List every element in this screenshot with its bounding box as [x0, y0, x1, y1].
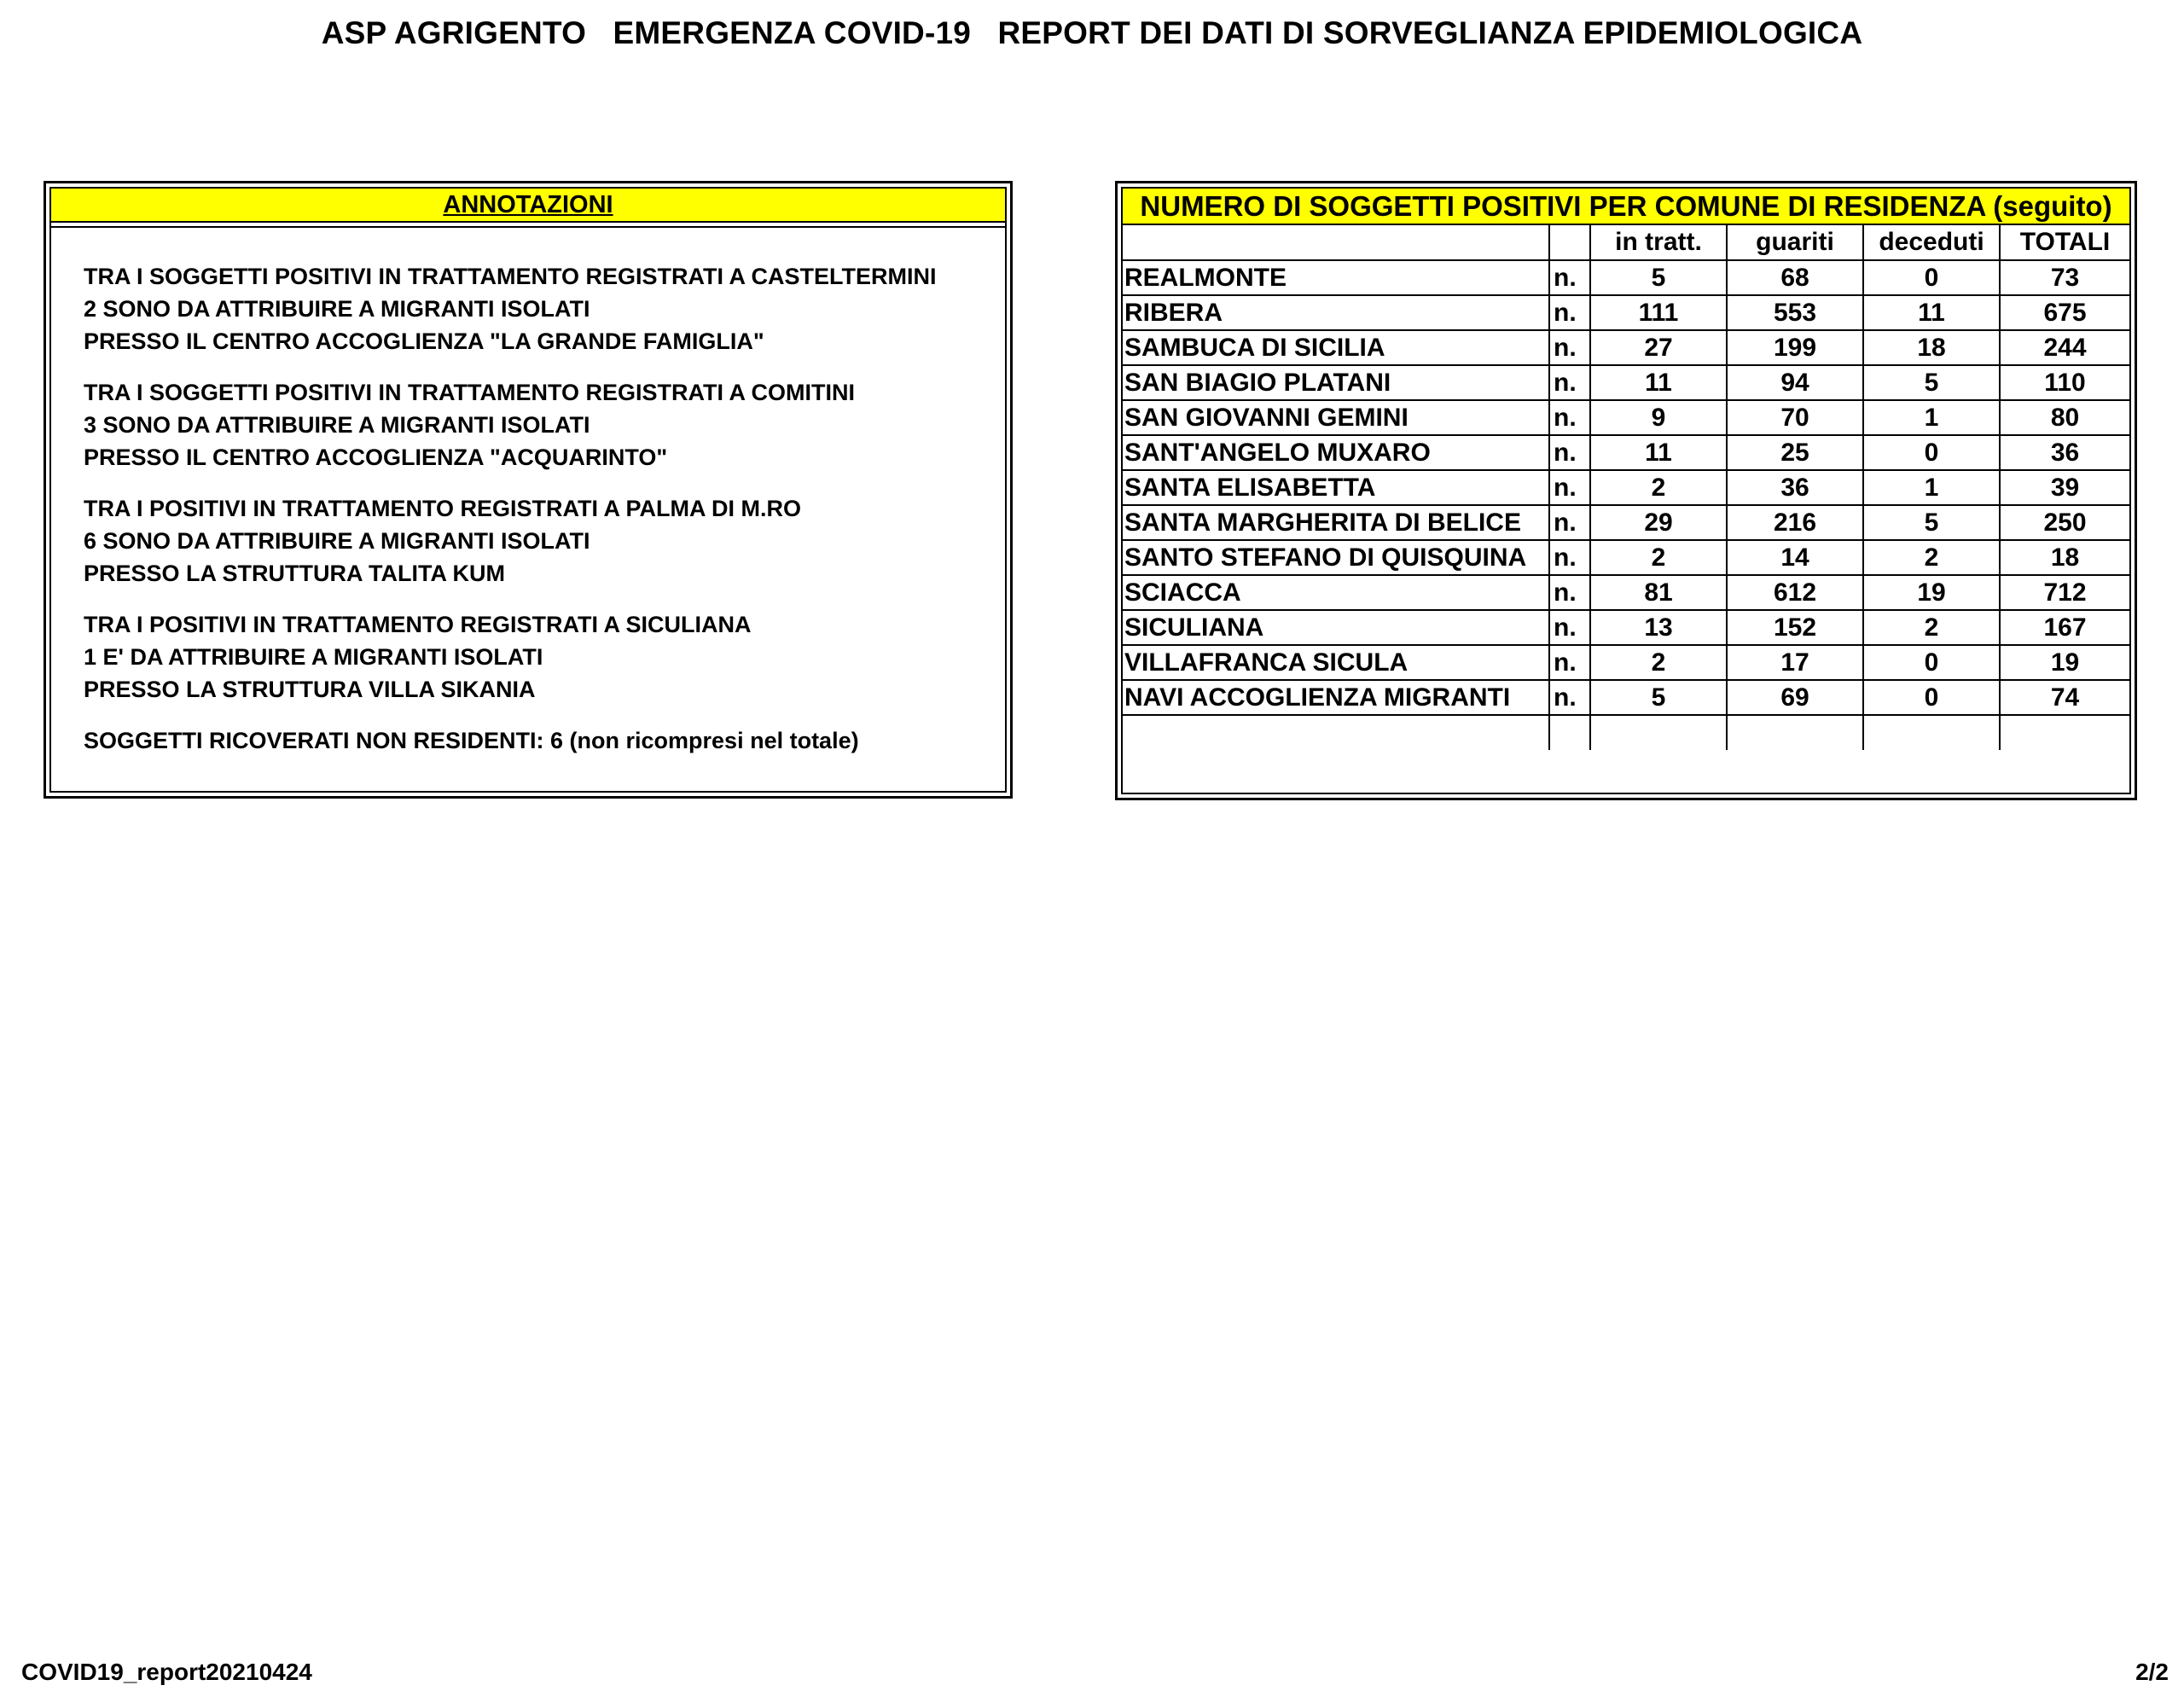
in-tratt-value: 5: [1590, 260, 1727, 295]
empty-cell: [1863, 715, 2000, 750]
deceduti-value: 2: [1863, 610, 2000, 645]
unit-label: n.: [1549, 575, 1590, 610]
guariti-value: 553: [1727, 295, 1863, 330]
guariti-value: 94: [1727, 365, 1863, 400]
annotation-line: PRESSO LA STRUTTURA TALITA KUM: [84, 561, 505, 586]
header-cell-empty: [1549, 225, 1590, 260]
unit-label: n.: [1549, 400, 1590, 435]
deceduti-value: 0: [1863, 260, 2000, 295]
table-row: [1123, 575, 2129, 610]
unit-label: n.: [1549, 540, 1590, 575]
in-tratt-value: 111: [1590, 295, 1727, 330]
totali-value: 39: [2000, 470, 2129, 505]
empty-cell: [1549, 715, 1590, 750]
guariti-value: 199: [1727, 330, 1863, 365]
column-header-guariti: guariti: [1727, 225, 1863, 260]
deceduti-value: 2: [1863, 540, 2000, 575]
unit-label: n.: [1549, 295, 1590, 330]
municipality-name: SAN BIAGIO PLATANI: [1123, 365, 1549, 400]
in-tratt-value: 2: [1590, 540, 1727, 575]
guariti-value: 216: [1727, 505, 1863, 540]
guariti-value: 36: [1727, 470, 1863, 505]
deceduti-value: 0: [1863, 435, 2000, 470]
header-cell-empty: [1123, 225, 1549, 260]
in-tratt-value: 11: [1590, 365, 1727, 400]
unit-label: n.: [1549, 470, 1590, 505]
unit-label: n.: [1549, 645, 1590, 680]
annotation-paragraph: [84, 260, 1005, 357]
annotation-line: 1 E' DA ATTRIBUIRE A MIGRANTI ISOLATI: [84, 644, 543, 670]
municipality-name: SANTA ELISABETTA: [1123, 470, 1549, 505]
deceduti-value: 19: [1863, 575, 2000, 610]
table-row: [1123, 540, 2129, 575]
guariti-value: 152: [1727, 610, 1863, 645]
table-row: [1123, 435, 2129, 470]
annotation-paragraph: [84, 492, 1005, 590]
table-row: [1123, 365, 2129, 400]
annotation-line: TRA I SOGGETTI POSITIVI IN TRATTAMENTO REGISTRATI A CASTELTERMINI: [84, 264, 937, 289]
guariti-value: 69: [1727, 680, 1863, 715]
unit-label: n.: [1549, 610, 1590, 645]
annotation-line: TRA I POSITIVI IN TRATTAMENTO REGISTRATI A SICULIANA: [84, 612, 752, 637]
totali-value: 73: [2000, 260, 2129, 295]
annotation-line: 6 SONO DA ATTRIBUIRE A MIGRANTI ISOLATI: [84, 528, 590, 554]
deceduti-value: 11: [1863, 295, 2000, 330]
municipality-name: RIBERA: [1123, 295, 1549, 330]
table-row: [1123, 260, 2129, 295]
guariti-value: 25: [1727, 435, 1863, 470]
in-tratt-value: 5: [1590, 680, 1727, 715]
in-tratt-value: 29: [1590, 505, 1727, 540]
table-row: [1123, 470, 2129, 505]
annotations-panel: [44, 181, 1013, 799]
annotation-line: SOGGETTI RICOVERATI NON RESIDENTI: 6 (non ricompresi nel totale): [84, 728, 859, 753]
annotation-line: PRESSO IL CENTRO ACCOGLIENZA "LA GRANDE FAMIGLIA": [84, 328, 764, 354]
deceduti-value: 5: [1863, 365, 2000, 400]
municipality-name: SAN GIOVANNI GEMINI: [1123, 400, 1549, 435]
municipality-name: SANTA MARGHERITA DI BELICE: [1123, 505, 1549, 540]
annotation-line: TRA I POSITIVI IN TRATTAMENTO REGISTRATI A PALMA DI M.RO: [84, 496, 801, 521]
totali-value: 244: [2000, 330, 2129, 365]
report-title: ASP AGRIGENTO EMERGENZA COVID-19 REPORT DEI DATI DI SORVEGLIANZA EPIDEMIOLOGICA: [321, 15, 1863, 50]
annotation-line: 2 SONO DA ATTRIBUIRE A MIGRANTI ISOLATI: [84, 296, 590, 322]
totali-value: 712: [2000, 575, 2129, 610]
column-header-totali: TOTALI: [2000, 225, 2129, 260]
municipality-name: SCIACCA: [1123, 575, 1549, 610]
table-title: NUMERO DI SOGGETTI POSITIVI PER COMUNE DI RESIDENZA (seguito): [1123, 189, 2129, 225]
guariti-value: 612: [1727, 575, 1863, 610]
unit-label: n.: [1549, 505, 1590, 540]
deceduti-value: 5: [1863, 505, 2000, 540]
table-row: [1123, 505, 2129, 540]
guariti-value: 17: [1727, 645, 1863, 680]
totali-value: 19: [2000, 645, 2129, 680]
table-row: [1123, 330, 2129, 365]
deceduti-value: 0: [1863, 680, 2000, 715]
annotation-line: TRA I SOGGETTI POSITIVI IN TRATTAMENTO REGISTRATI A COMITINI: [84, 380, 855, 405]
report-filename: COVID19_report20210424: [21, 1659, 312, 1685]
in-tratt-value: 13: [1590, 610, 1727, 645]
municipality-name: SANTO STEFANO DI QUISQUINA: [1123, 540, 1549, 575]
annotations-body: [51, 226, 1005, 791]
column-header-in-tratt: in tratt.: [1590, 225, 1727, 260]
in-tratt-value: 9: [1590, 400, 1727, 435]
annotation-paragraph: [84, 376, 1005, 474]
unit-label: n.: [1549, 365, 1590, 400]
municipality-name: REALMONTE: [1123, 260, 1549, 295]
unit-label: n.: [1549, 260, 1590, 295]
municipality-table: [1123, 225, 2129, 750]
totali-value: 110: [2000, 365, 2129, 400]
municipality-name: VILLAFRANCA SICULA: [1123, 645, 1549, 680]
municipality-name: SAMBUCA DI SICILIA: [1123, 330, 1549, 365]
totali-value: 167: [2000, 610, 2129, 645]
table-row: [1123, 610, 2129, 645]
column-header-deceduti: deceduti: [1863, 225, 2000, 260]
page-number: 2/2: [2135, 1659, 2169, 1685]
totali-value: 250: [2000, 505, 2129, 540]
table-row: [1123, 400, 2129, 435]
unit-label: n.: [1549, 680, 1590, 715]
in-tratt-value: 11: [1590, 435, 1727, 470]
totali-value: 74: [2000, 680, 2129, 715]
guariti-value: 70: [1727, 400, 1863, 435]
deceduti-value: 1: [1863, 470, 2000, 505]
deceduti-value: 1: [1863, 400, 2000, 435]
unit-label: n.: [1549, 435, 1590, 470]
totali-value: 36: [2000, 435, 2129, 470]
table-row-empty: [1123, 715, 2129, 750]
guariti-value: 14: [1727, 540, 1863, 575]
annotation-line: 3 SONO DA ATTRIBUIRE A MIGRANTI ISOLATI: [84, 412, 590, 438]
in-tratt-value: 27: [1590, 330, 1727, 365]
empty-cell: [1590, 715, 1727, 750]
guariti-value: 68: [1727, 260, 1863, 295]
positives-by-municipality-panel: [1115, 181, 2137, 800]
table-row: [1123, 680, 2129, 715]
unit-label: n.: [1549, 330, 1590, 365]
totali-value: 80: [2000, 400, 2129, 435]
table-row: [1123, 295, 2129, 330]
table-row: [1123, 645, 2129, 680]
table-header-row: [1123, 225, 2129, 260]
in-tratt-value: 2: [1590, 645, 1727, 680]
annotation-paragraph: [84, 608, 1005, 706]
totali-value: 18: [2000, 540, 2129, 575]
annotation-paragraph: [84, 724, 1005, 757]
annotations-header: ANNOTAZIONI: [51, 189, 1005, 223]
deceduti-value: 18: [1863, 330, 2000, 365]
in-tratt-value: 2: [1590, 470, 1727, 505]
empty-cell: [2000, 715, 2129, 750]
totali-value: 675: [2000, 295, 2129, 330]
in-tratt-value: 81: [1590, 575, 1727, 610]
municipality-name: SANT'ANGELO MUXARO: [1123, 435, 1549, 470]
annotation-line: PRESSO IL CENTRO ACCOGLIENZA "ACQUARINTO": [84, 445, 668, 470]
empty-cell: [1727, 715, 1863, 750]
deceduti-value: 0: [1863, 645, 2000, 680]
municipality-name: SICULIANA: [1123, 610, 1549, 645]
annotation-line: PRESSO LA STRUTTURA VILLA SIKANIA: [84, 677, 536, 702]
empty-cell: [1123, 715, 1549, 750]
municipality-name: NAVI ACCOGLIENZA MIGRANTI: [1123, 680, 1549, 715]
